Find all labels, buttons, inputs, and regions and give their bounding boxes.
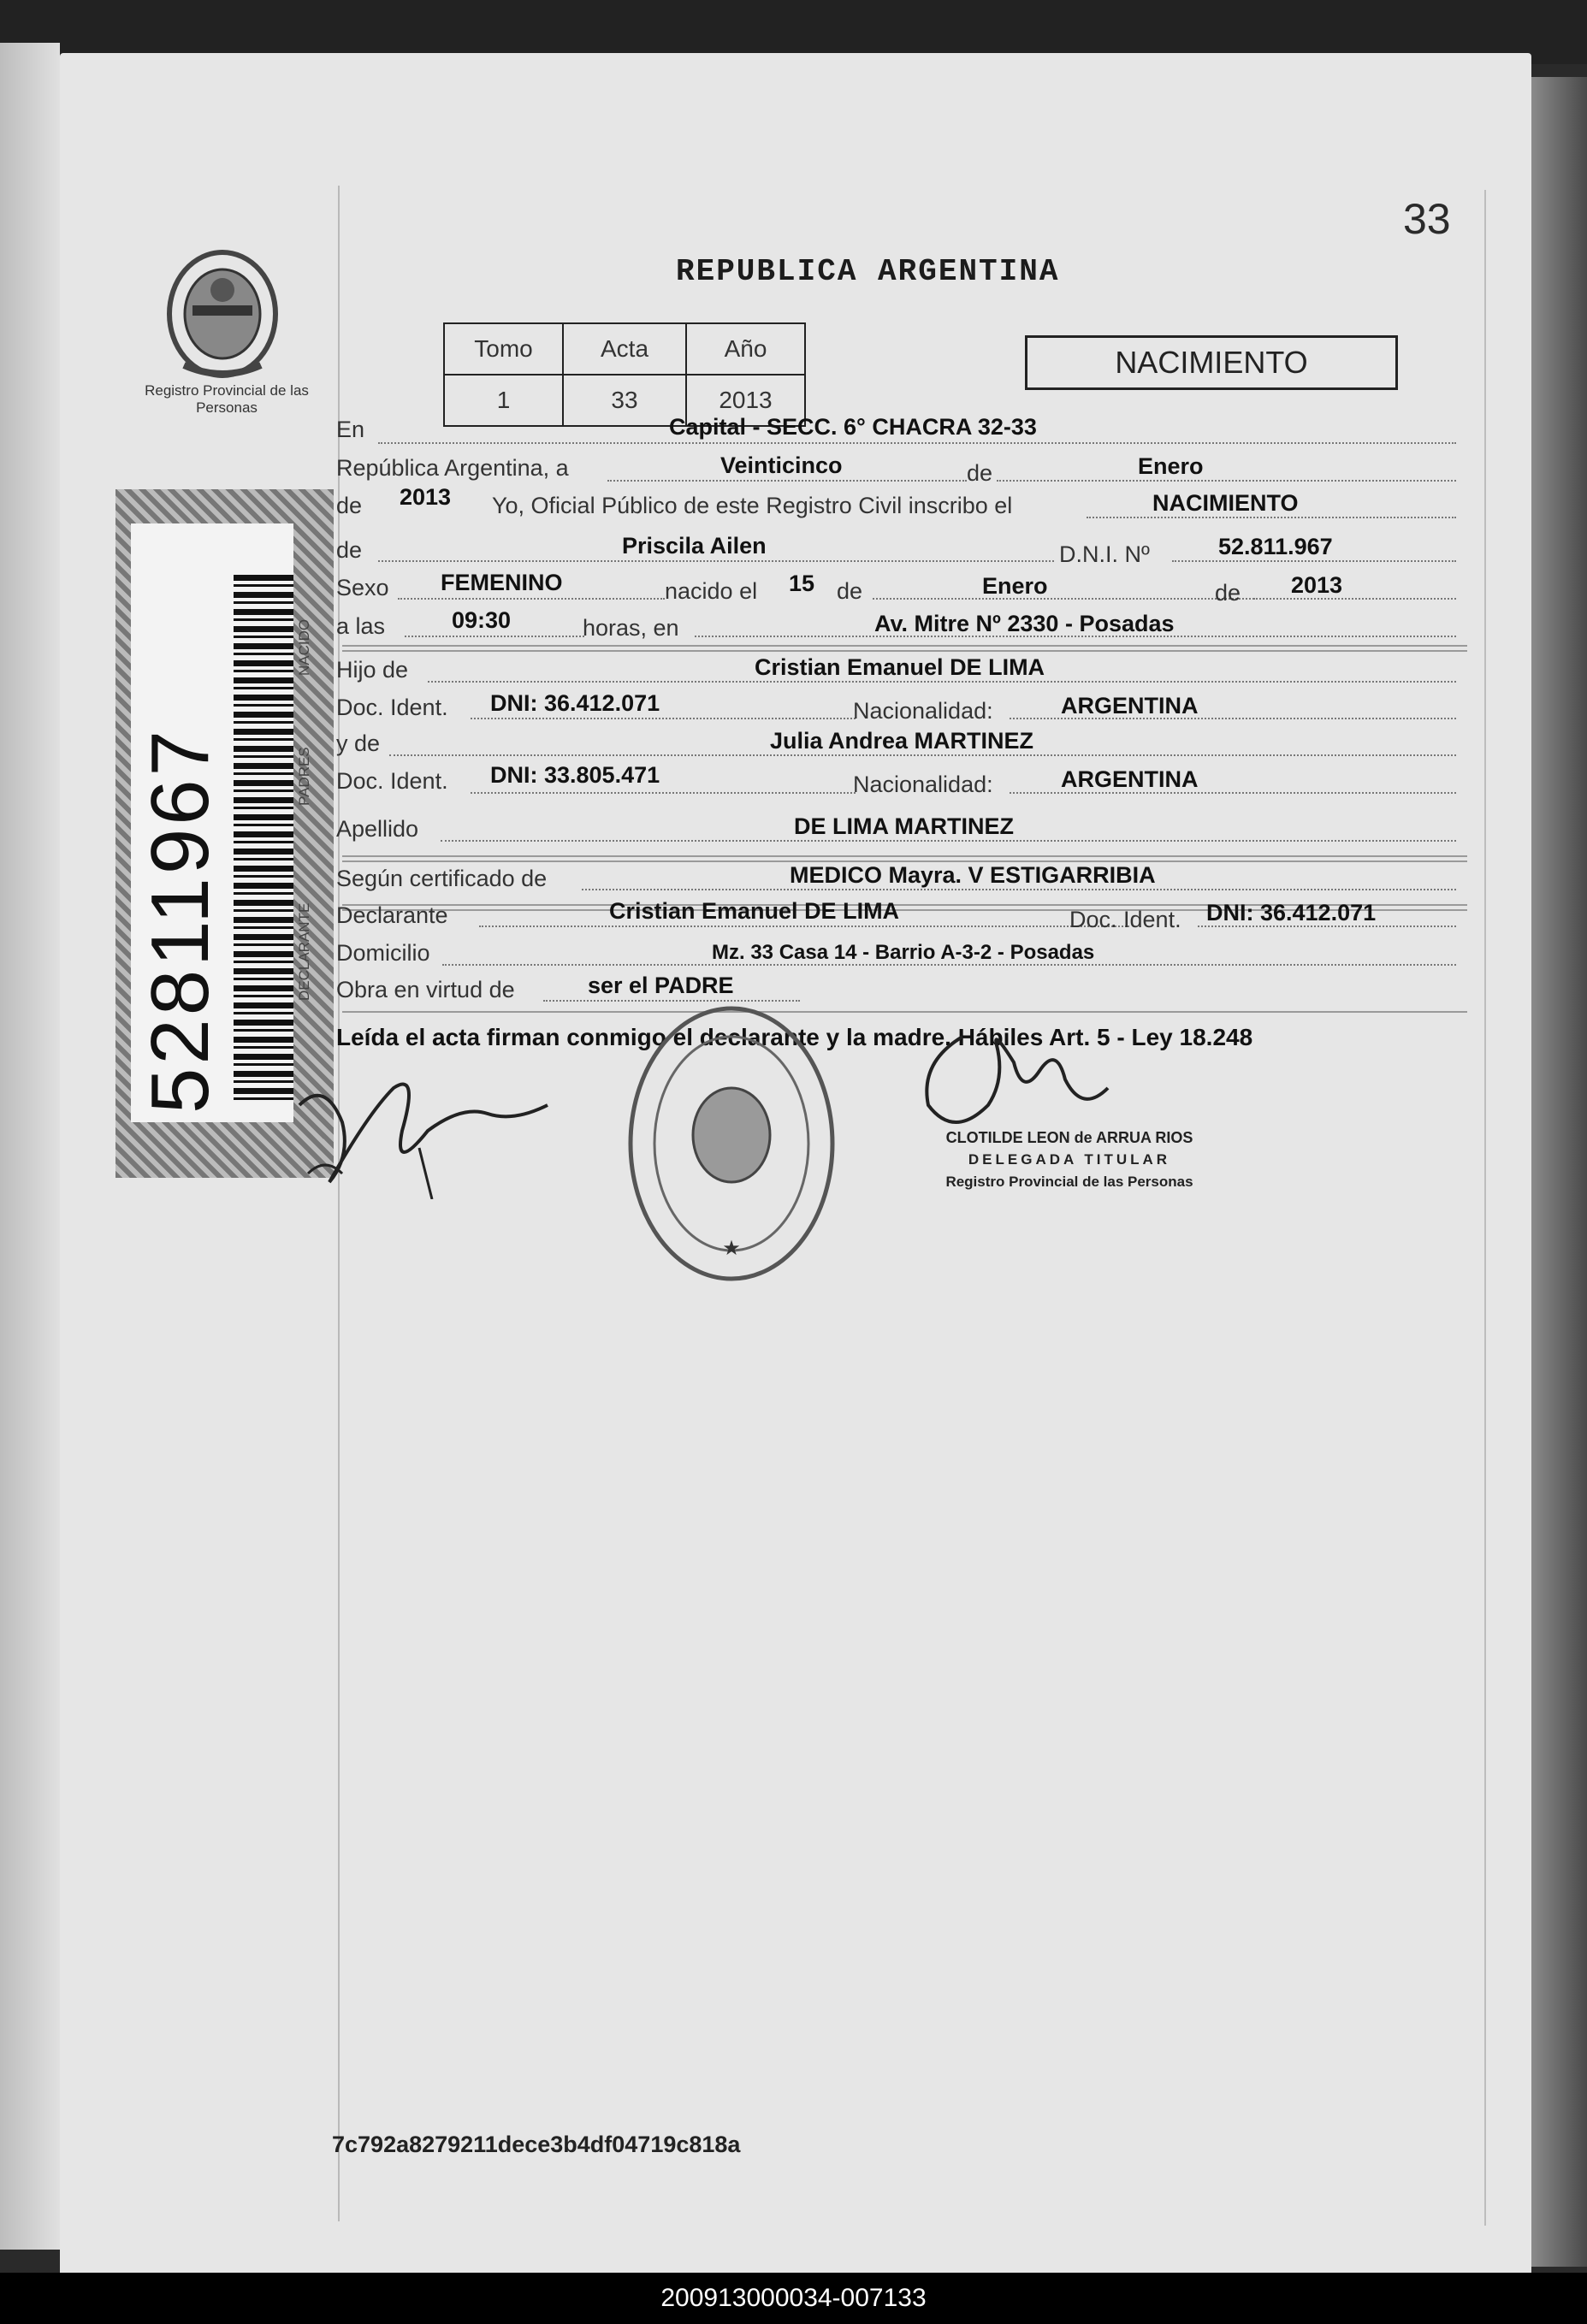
label-de-nombre: de — [336, 537, 363, 563]
header-anio: Año — [686, 323, 805, 375]
value-lugar-nac: Av. Mitre Nº 2330 - Posadas — [874, 611, 1175, 636]
value-nombre: Priscila Ailen — [622, 533, 767, 559]
value-acta: 33 — [563, 375, 686, 426]
section-label-declarante: DECLARANTE — [296, 902, 312, 1001]
value-sexo: FEMENINO — [441, 570, 563, 595]
document-title: REPUBLICA ARGENTINA — [676, 254, 1060, 289]
declarant-signature-icon — [291, 1054, 565, 1199]
label-republica: República Argentina, a — [336, 455, 569, 481]
dotted-line — [997, 480, 1456, 483]
section-divider — [342, 650, 1467, 652]
svg-text:★: ★ — [722, 1237, 741, 1260]
value-obra: ser el PADRE — [588, 973, 734, 998]
value-domicilio: Mz. 33 Casa 14 - Barrio A-3-2 - Posadas — [712, 941, 1095, 964]
label-obra: Obra en virtud de — [336, 977, 515, 1002]
value-dia-letras: Veinticinco — [720, 452, 843, 478]
value-padre: Cristian Emanuel DE LIMA — [755, 654, 1045, 680]
dotted-line — [1253, 598, 1456, 601]
label-doc-ident-padre: Doc. Ident. — [336, 695, 448, 720]
label-nacionalidad-padre: Nacionalidad: — [853, 698, 993, 724]
value-anio-nac: 2013 — [1291, 572, 1343, 598]
dotted-line — [471, 792, 856, 795]
document-page — [60, 53, 1531, 2277]
dotted-line — [873, 598, 1258, 601]
section-label-nacido: NACIDO — [296, 618, 312, 676]
barcode-number: 52811967 — [134, 727, 226, 1114]
value-nac-padre: ARGENTINA — [1061, 693, 1199, 718]
value-tomo: 1 — [444, 375, 563, 426]
dotted-line — [378, 442, 1456, 446]
label-horas-en: horas, en — [583, 615, 679, 641]
label-de-mes: de — [967, 460, 993, 486]
value-madre: Julia Andrea MARTINEZ — [770, 728, 1034, 754]
dotted-line — [405, 636, 584, 639]
value-inscripcion: NACIMIENTO — [1152, 490, 1299, 516]
official-role: DELEGADA TITULAR — [968, 1151, 1171, 1168]
label-dni: D.N.I. Nº — [1059, 541, 1150, 567]
dotted-line — [471, 718, 856, 721]
value-anio: 2013 — [686, 375, 805, 426]
label-nacionalidad-madre: Nacionalidad: — [853, 772, 993, 797]
label-sexo: Sexo — [336, 575, 389, 600]
registry-table — [443, 322, 806, 427]
section-divider — [342, 1011, 1467, 1013]
act-type-box: NACIMIENTO — [1025, 335, 1398, 390]
label-domicilio: Domicilio — [336, 940, 430, 966]
value-anio: 2013 — [400, 484, 452, 510]
section-divider — [342, 645, 1467, 647]
label-oficial: Yo, Oficial Público de este Registro Civil inscribo el — [492, 493, 1013, 518]
value-hora: 09:30 — [452, 607, 512, 633]
barcode-label — [131, 523, 293, 1122]
label-declarante: Declarante — [336, 902, 448, 928]
value-certificado: MEDICO Mayra. V ESTIGARRIBIA — [790, 862, 1156, 888]
label-de-dia: de — [837, 578, 863, 604]
header-acta: Acta — [563, 323, 686, 375]
province-seal-icon — [158, 237, 287, 382]
dotted-line — [1087, 517, 1456, 520]
dotted-line — [441, 840, 1456, 843]
value-nac-madre: ARGENTINA — [1061, 766, 1199, 792]
dotted-line — [582, 889, 1456, 892]
right-margin-rule — [1484, 190, 1486, 2226]
label-hijo-de: Hijo de — [336, 657, 409, 683]
official-name: CLOTILDE LEON de ARRUA RIOS — [945, 1129, 1193, 1146]
value-dni-padre: DNI: 36.412.071 — [490, 690, 660, 716]
value-mes: Enero — [1138, 453, 1204, 479]
value-dia-nac: 15 — [789, 571, 815, 596]
margin-rule — [338, 186, 340, 2221]
label-y-de: y de — [336, 730, 381, 756]
header-tomo: Tomo — [444, 323, 563, 375]
document-hash: 7c792a8279211dece3b4df04719c818a — [332, 2132, 741, 2157]
value-mes-nac: Enero — [982, 573, 1048, 599]
dotted-line — [428, 681, 1456, 684]
label-nacido-el: nacido el — [665, 578, 758, 604]
dotted-line — [607, 480, 967, 483]
official-stamp-text — [907, 1127, 1232, 1193]
dotted-line — [389, 754, 1456, 758]
label-doc-ident-madre: Doc. Ident. — [336, 768, 448, 794]
value-declarante: Cristian Emanuel DE LIMA — [609, 898, 900, 924]
dotted-line — [479, 925, 1129, 929]
label-apellido: Apellido — [336, 816, 419, 842]
label-de-anio: de — [1215, 580, 1241, 606]
adjacent-page-edge — [0, 43, 60, 2250]
dotted-line — [398, 598, 665, 601]
page-number: 33 — [1403, 195, 1451, 243]
value-apellido: DE LIMA MARTINEZ — [794, 813, 1014, 839]
label-de-year: de — [336, 493, 363, 518]
footer-id: 200913000034-007133 — [660, 2284, 927, 2312]
closing-statement: Leída el acta firman conmigo el declarante y la madre. Hábiles Art. 5 - Ley 18.248 — [336, 1024, 1253, 1050]
dotted-line — [378, 560, 1054, 564]
label-a-las: a las — [336, 613, 386, 639]
section-label-padres: PADRES — [296, 747, 312, 806]
value-lugar: Capital - SECC. 6° CHACRA 32-33 — [669, 414, 1037, 440]
label-segun: Según certificado de — [336, 866, 548, 891]
value-dni: 52.811.967 — [1218, 534, 1333, 559]
section-divider — [342, 855, 1467, 857]
seal-caption: Registro Provincial de las Personas — [145, 382, 309, 416]
label-en: En — [336, 417, 365, 442]
value-dni-madre: DNI: 33.805.471 — [490, 762, 660, 788]
dotted-line — [1172, 560, 1456, 564]
label-doc-ident-declarante: Doc. Ident. — [1069, 907, 1181, 932]
official-stamp-icon — [620, 998, 843, 1289]
official-office: Registro Provincial de las Personas — [945, 1174, 1193, 1190]
barcode-bars-icon — [234, 575, 293, 1105]
value-dni-declarante: DNI: 36.412.071 — [1206, 900, 1377, 925]
